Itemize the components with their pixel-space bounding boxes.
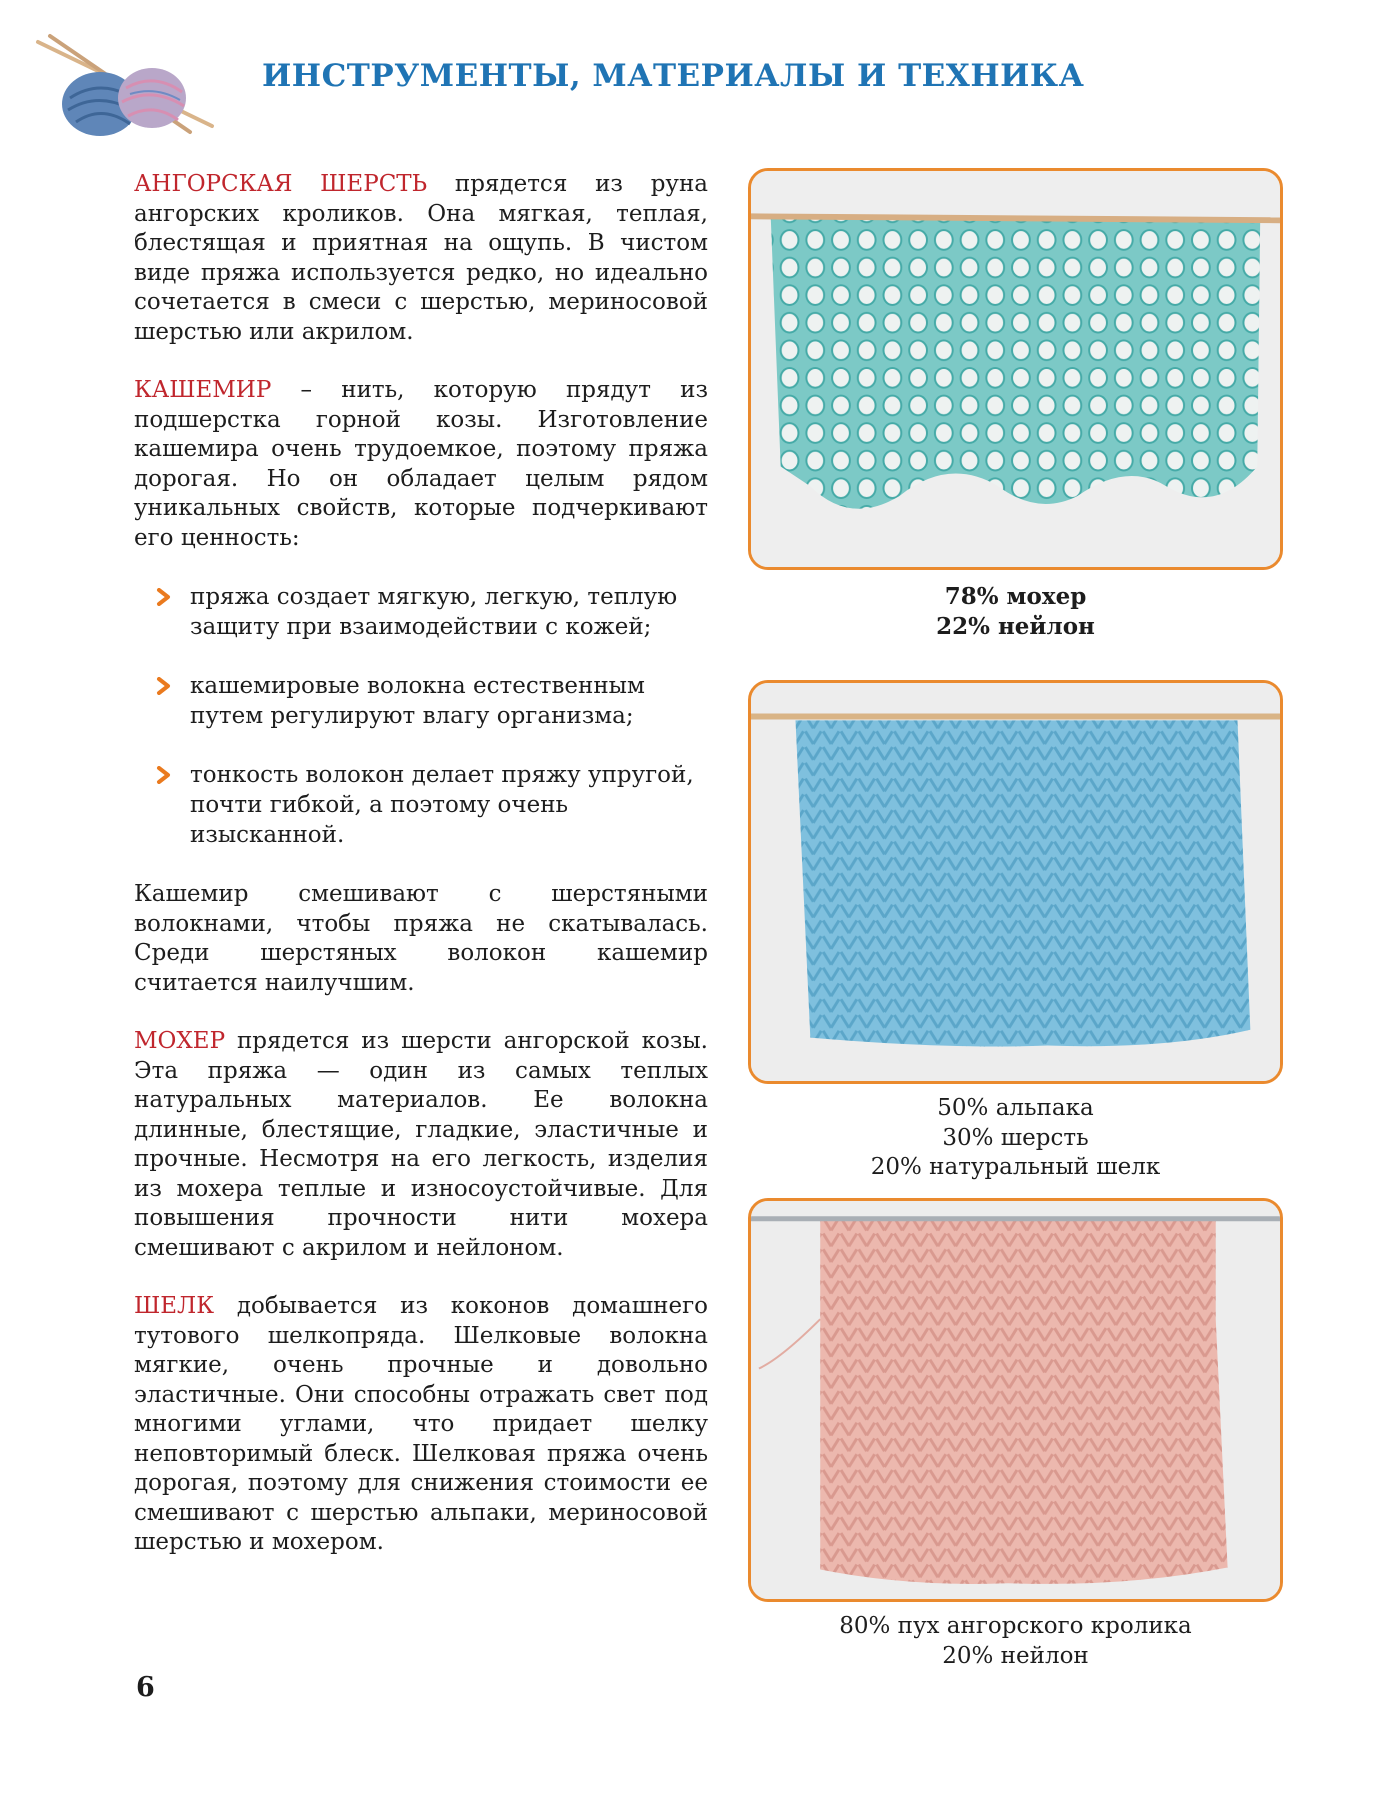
- caption-line: 80% пух ангорского кролика: [839, 1613, 1192, 1639]
- list-item: [156, 760, 708, 850]
- term-silk: ШЕЛК: [134, 1293, 215, 1319]
- page-title: ИНСТРУМЕНТЫ, МАТЕРИАЛЫ И ТЕХНИКА: [262, 58, 1085, 94]
- list-item-text: тонкость волокон делает пряжу упругой, почти гибкой, а поэтому очень изысканной.: [190, 762, 694, 848]
- list-item: [156, 671, 708, 731]
- chevron-right-icon: [156, 588, 172, 606]
- paragraph-mohair: [134, 1027, 708, 1263]
- caption-line: 22% нейлон: [936, 612, 1095, 640]
- caption-swatch-3: [748, 1612, 1283, 1671]
- angora-text: прядется из руна ангорских кроликов. Она мягкая, теплая, блестящая и приятная на ощупь. В чистом виде пряжа используется редко, но идеально сочетается в смеси с шерстью, мериносовой шерстью или акрилом.: [134, 171, 708, 345]
- cashmere-properties-list: [134, 582, 708, 850]
- list-item-text: кашемировые волокна естественным путем регулируют влагу организма;: [190, 673, 645, 729]
- page-number: 6: [136, 1672, 155, 1703]
- caption-line: 20% натуральный шелк: [870, 1154, 1161, 1180]
- caption-line: 78% мохер: [944, 583, 1087, 610]
- swatch-photo-mohair: [748, 168, 1283, 570]
- caption-line: 20% нейлон: [942, 1642, 1089, 1669]
- swatch-photo-alpaca: [748, 680, 1283, 1084]
- main-text: [134, 170, 708, 1587]
- term-angora: АНГОРСКАЯ ШЕРСТЬ: [134, 171, 428, 197]
- caption-swatch-1: [748, 582, 1283, 641]
- cashmere-text: – нить, которую прядут из подшерстка горной козы. Изготовление кашемира очень трудоемкое, поэтому пряжа дорогая. Но он обладает целым рядом уникальных свойств, которые подчеркивают его ценность:: [134, 377, 708, 551]
- swatch-photo-angora: [748, 1198, 1283, 1602]
- term-cashmere: КАШЕМИР: [134, 377, 272, 403]
- term-mohair: МОХЕР: [134, 1028, 226, 1054]
- list-item-text: пряжа создает мягкую, легкую, теплую защиту при взаимодействии с кожей;: [190, 584, 678, 640]
- silk-text: добывается из коконов домашнего тутового шелкопряда. Шелковые волокна мягкие, очень прочные и довольно эластичные. Они способны отражать свет под многими углами, что придает шелку неповторимый блеск. Шелковая пряжа очень дорогая, поэтому для снижения стоимости ее смешивают с шерстью альпаки, мериносовой шерстью и мохером.: [134, 1293, 708, 1555]
- chevron-right-icon: [156, 677, 172, 695]
- paragraph-silk: [134, 1292, 708, 1558]
- paragraph-cashmere: [134, 376, 708, 553]
- yarn-balls-icon: [30, 28, 230, 138]
- list-item: [156, 582, 708, 642]
- chevron-right-icon: [156, 766, 172, 784]
- caption-swatch-2: [748, 1094, 1283, 1183]
- mohair-text: прядется из шерсти ангорской козы. Эта пряжа — один из самых теплых натуральных материалов. Ее волокна длинные, блестящие, гладкие, эластичные и прочные. Несмотря на его легкость, изделия из мохера теплые и износоустойчивые. Для повышения прочности нити мохера смешивают с акрилом и нейлоном.: [134, 1028, 708, 1261]
- paragraph-cashmere-after: Кашемир смешивают с шерстяными волокнами, чтобы пряжа не скатывалась. Среди шерстяных волокон кашемир считается наилучшим.: [134, 881, 708, 996]
- caption-line: 30% шерсть: [942, 1124, 1089, 1151]
- caption-line: 50% альпака: [937, 1095, 1094, 1121]
- paragraph-angora: [134, 170, 708, 347]
